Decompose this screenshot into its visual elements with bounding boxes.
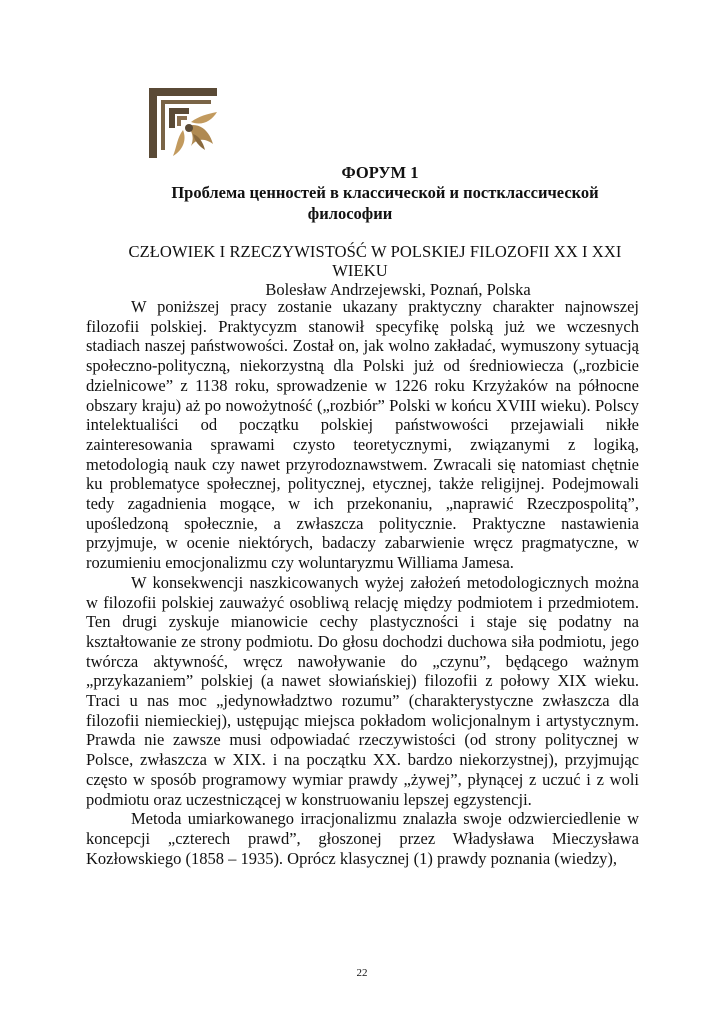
article-author: Bolesław Andrzejewski, Poznań, Polska [265, 280, 531, 299]
ornamental-corner-logo-icon [147, 86, 219, 160]
article-title-line-1: CZŁOWIEK I RZECZYWISTOŚĆ W POLSKIEJ FILOZOFII XX I XXI [128, 242, 622, 261]
forum-title-line-1: Проблема ценностей в классической и постклассической [171, 183, 599, 202]
article-body [86, 297, 639, 868]
paragraph-3: Metoda umiarkowanego irracjonalizmu znalazła swoje odzwierciedlenie w koncepcji „czterech prawd”, głoszonej przez Władysława Mieczysława Kozłowskiego (1858 – 1935). Oprócz klasycznej (1) prawdy poznania (wiedzy), [86, 809, 639, 868]
page-number: 22 [356, 967, 368, 979]
paragraph-1: W poniższej pracy zostanie ukazany praktyczny charakter najnowszej filozofii polskiej. Praktycyzm stanowił specyfikę polską już we wczesnych stadiach naszej państwowości. Został on, jak wolno zakładać, wymuszony sytuacją społeczno-polityczną, niekorzystną dla Polski już od średniowiecza („rozbicie dzielnicowe” z 1138 roku, sprowadzenie w 1226 roku Krzyżaków na północne obszary kraju) aż po nowożytność („rozbiór” Polski w końcu XVIII wieku). Polscy intelektualiści od początku polskiej państwowości przejawiali nikłe zainteresowania sprawami czysto teoretycznymi, związanymi z logiką, metodologią nauk czy nawet przyrodoznawstwem. Zwracali się natomiast chętnie ku problematyce społecznej, politycznej, etycznej, także religijnej. Podejmowali tedy zagadnienia mogące, w ich przekonaniu, „naprawić Rzeczpospolitą”, upośledzoną społecznie, a zwłaszcza politycznie. Praktyczne nastawienia przyjmuje, w ocenie niektórych, badaczy zabarwienie wręcz pragmatyczne, w rozumieniu emocjonalizmu czy woluntaryzmu Williama Jamesa. [86, 297, 639, 573]
forum-title-line-2: философии [307, 204, 393, 223]
forum-label: ФОРУМ 1 [341, 163, 419, 182]
paragraph-2: W konsekwencji naszkicowanych wyżej założeń metodologicznych można w filozofii polskiej zauważyć osobliwą relację między podmiotem i przedmiotem. Ten drugi zyskuje mianowicie cechy plastyczności i staje się podatny na kształtowanie ze strony podmiotu. Do głosu dochodzi duchowa siła podmiotu, jego twórcza aktywność, wręcz nawoływanie do „czynu”, będącego ważnym „przykazaniem” polskiej (a nawet słowiańskiej) filozofii z połowy XIX wieku. Traci u nas moc „jedynowładztwo rozumu” (charakterystyczne zwłaszcza dla filozofii niemieckiej), ustępując miejsca pokładom wolicjonalnym i artystycznym. Prawda nie zawsze musi odpowiadać rzeczywistości (od strony politycznej w Polsce, zwłaszcza w XIX. i na początku XX. bardzo niekorzystnej), przyjmując często w sposób programowy wymiar prawdy „żywej”, płynącej z uczuć i z woli podmiotu oraz uczestniczącej w konstruowaniu lepszej egzystencji. [86, 572, 639, 809]
article-title-line-2: WIEKU [332, 261, 388, 280]
